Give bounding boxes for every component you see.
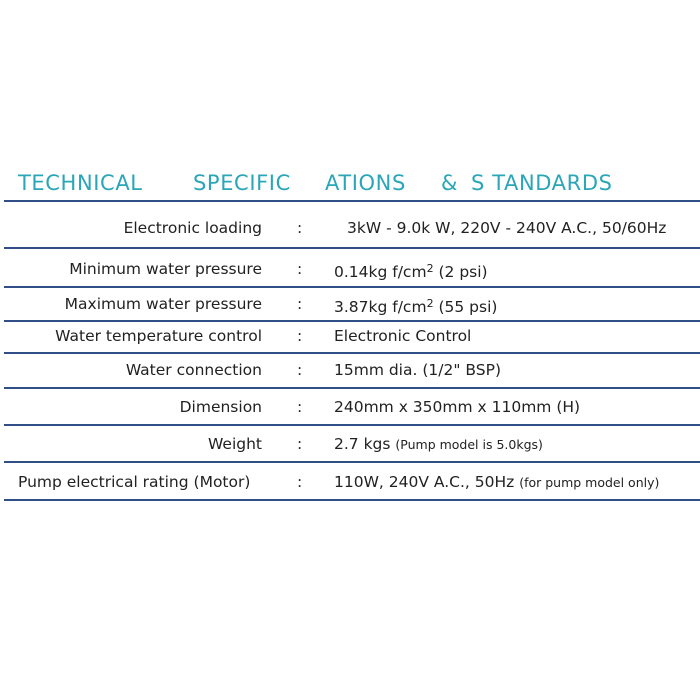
spec-label: Pump electrical rating (Motor): [18, 473, 251, 491]
spec-label: Weight: [207, 435, 262, 453]
spec-colon: :: [297, 398, 303, 416]
spec-row-minimum-water-pressure: [0, 257, 700, 281]
spec-label: Water connection: [125, 361, 262, 379]
spec-colon: :: [297, 435, 303, 453]
spec-value: Electronic Control: [334, 327, 472, 345]
title-word-standards: S TANDARDS: [471, 171, 613, 195]
spec-row-maximum-water-pressure: [0, 292, 700, 316]
divider: [4, 387, 700, 389]
divider: [4, 286, 700, 288]
spec-value: 240mm x 350mm x 110mm (H): [334, 398, 581, 416]
spec-label: Dimension: [179, 398, 262, 416]
divider: [4, 200, 700, 202]
divider: [4, 424, 700, 426]
spec-row-water-temperature-control: [0, 324, 700, 348]
spec-value: 3kW - 9.0k W, 220V - 240V A.C., 50/60Hz: [347, 219, 667, 237]
divider: [4, 499, 700, 501]
title-ampersand: &: [441, 171, 458, 195]
title-word-specific: SPECIFIC: [193, 171, 291, 195]
spec-label: Maximum water pressure: [64, 295, 262, 313]
divider: [4, 247, 700, 249]
spec-label: Minimum water pressure: [69, 260, 262, 278]
spec-value: 2.7 kgs (Pump model is 5.0kgs): [334, 435, 543, 453]
spec-row-pump-electrical-rating: [0, 470, 700, 494]
divider: [4, 352, 700, 354]
spec-value: 15mm dia. (1/2" BSP): [334, 361, 501, 379]
spec-label: Electronic loading: [123, 219, 262, 237]
spec-colon: :: [297, 361, 303, 379]
spec-value: 3.87kg $f/cm^2$ (55 psi): [334, 297, 498, 316]
spec-row-water-connection: [0, 358, 700, 382]
divider: [4, 461, 700, 463]
title-word-ations: ATIONS: [325, 171, 406, 195]
title-word-technical: TECHNICAL: [18, 171, 143, 195]
spec-label: Water temperature control: [55, 327, 262, 345]
spec-value: 0.14kg $f/cm^2$ (2 psi): [334, 262, 488, 281]
spec-colon: :: [297, 295, 303, 313]
spec-row-weight: [0, 432, 700, 456]
spec-row-electronic-loading: [0, 216, 700, 240]
spec-colon: :: [297, 260, 303, 278]
spec-note: (Pump model is 5.0kgs): [395, 437, 543, 452]
spec-note: (for pump model only): [519, 475, 660, 490]
spec-row-dimension: [0, 395, 700, 419]
divider: [4, 320, 700, 322]
spec-colon: :: [297, 327, 303, 345]
spec-value: 110W, 240V A.C., 50Hz (for pump model only): [334, 473, 660, 491]
spec-colon: :: [297, 473, 303, 491]
spec-colon: :: [297, 219, 303, 237]
